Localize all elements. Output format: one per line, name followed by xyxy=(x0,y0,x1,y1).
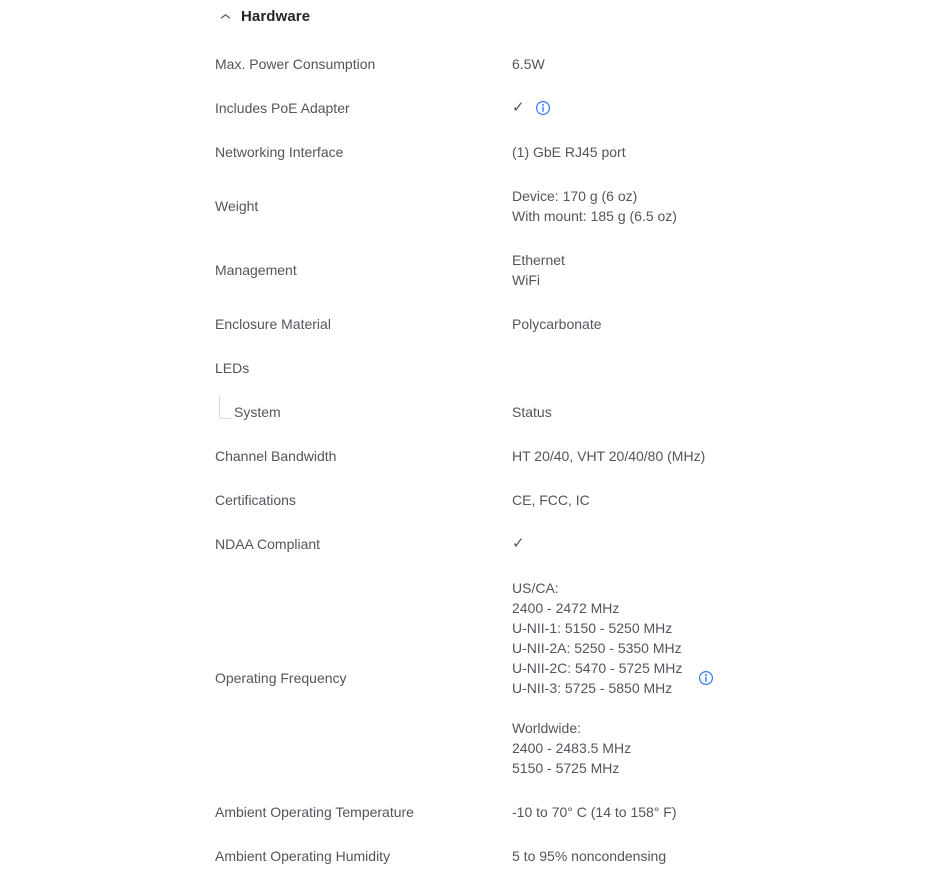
spec-label xyxy=(215,534,512,554)
spec-label xyxy=(215,668,512,688)
spec-row xyxy=(215,238,936,302)
spec-label-text: Weight xyxy=(215,198,259,214)
spec-value-line: U-NII-1: 5150 - 5250 MHz xyxy=(512,620,673,636)
spec-row xyxy=(215,834,936,878)
spec-label xyxy=(215,260,512,280)
spec-value xyxy=(512,490,936,510)
spec-row xyxy=(215,130,936,174)
spec-label-text: LEDs xyxy=(215,360,250,376)
spec-value xyxy=(512,250,936,290)
spec-value-line: U-NII-2C: 5470 - 5725 MHz xyxy=(512,660,683,676)
spec-row xyxy=(215,302,936,346)
spec-label xyxy=(215,54,512,74)
spec-label-text: Management xyxy=(215,262,297,278)
spec-table xyxy=(215,42,936,878)
spec-row xyxy=(215,434,936,478)
spec-label-text: Channel Bandwidth xyxy=(215,448,337,464)
spec-value-line: Ethernet xyxy=(512,252,565,268)
spec-label-text: Operating Frequency xyxy=(215,670,347,686)
spec-label-text: Networking Interface xyxy=(215,144,344,160)
spec-label xyxy=(215,802,512,822)
spec-value-line: U-NII-3: 5725 - 5850 MHz xyxy=(512,680,673,696)
spec-label-text: NDAA Compliant xyxy=(215,536,321,552)
spec-label-text: Certifications xyxy=(215,492,296,508)
spec-value xyxy=(512,578,936,778)
spec-value-line: 6.5W xyxy=(512,56,545,72)
spec-value-line: Device: 170 g (6 oz) xyxy=(512,188,638,204)
spec-value-lines xyxy=(512,314,602,334)
spec-value-line: WiFi xyxy=(512,272,540,288)
spec-row xyxy=(215,522,936,566)
spec-label-text: Enclosure Material xyxy=(215,316,331,332)
spec-row xyxy=(215,42,936,86)
spec-row xyxy=(215,174,936,238)
spec-label-text: Includes PoE Adapter xyxy=(215,100,350,116)
check-icon: ✓ xyxy=(512,535,525,552)
spec-value-line: Worldwide: xyxy=(512,720,581,736)
spec-value-lines xyxy=(512,802,677,822)
spec-value-line: (1) GbE RJ45 port xyxy=(512,144,626,160)
spec-label-text: Max. Power Consumption xyxy=(215,56,376,72)
spec-row xyxy=(215,390,936,434)
spec-label xyxy=(215,196,512,216)
spec-value-lines xyxy=(512,186,677,226)
spec-value xyxy=(512,534,936,554)
section-header-hardware[interactable] xyxy=(215,6,936,26)
spec-row xyxy=(215,790,936,834)
section-title: Hardware xyxy=(241,7,311,25)
spec-value xyxy=(512,142,936,162)
spec-value-lines xyxy=(512,846,666,866)
spec-value xyxy=(512,186,936,226)
spec-value-line: HT 20/40, VHT 20/40/80 (MHz) xyxy=(512,448,706,464)
spec-row xyxy=(215,566,936,790)
spec-value-line: U-NII-2A: 5250 - 5350 MHz xyxy=(512,640,682,656)
spec-value xyxy=(512,98,936,118)
spec-value-line: -10 to 70° C (14 to 158° F) xyxy=(512,804,677,820)
check-icon: ✓ xyxy=(512,99,525,116)
spec-label xyxy=(215,142,512,162)
spec-label-text: Ambient Operating Temperature xyxy=(215,804,414,820)
spec-label xyxy=(215,98,512,118)
spec-value xyxy=(512,54,936,74)
spec-value-line: Polycarbonate xyxy=(512,316,602,332)
chevron-up-icon[interactable] xyxy=(219,10,231,22)
spec-value-line: Status xyxy=(512,404,552,420)
spec-row xyxy=(215,478,936,522)
spec-value-lines xyxy=(512,250,565,290)
spec-value xyxy=(512,846,936,866)
spec-row xyxy=(215,346,936,390)
spec-value xyxy=(512,802,936,822)
spec-label xyxy=(215,314,512,334)
spec-value-line: CE, FCC, IC xyxy=(512,492,590,508)
spec-value-lines xyxy=(512,578,682,778)
spec-value xyxy=(512,314,936,334)
info-icon[interactable] xyxy=(698,670,714,686)
spec-value-line: 5150 - 5725 MHz xyxy=(512,760,620,776)
spec-label xyxy=(215,358,512,378)
spec-value-lines xyxy=(512,490,590,510)
spec-value-lines xyxy=(512,402,552,422)
spec-value-lines xyxy=(512,446,705,466)
spec-label xyxy=(215,402,512,422)
spec-label xyxy=(215,846,512,866)
spec-value-line: 5 to 95% noncondensing xyxy=(512,848,667,864)
tree-connector-icon xyxy=(219,395,232,419)
spec-label-text: System xyxy=(234,404,281,420)
spec-value-line: 2400 - 2483.5 MHz xyxy=(512,740,632,756)
spec-label xyxy=(215,446,512,466)
spec-label xyxy=(215,490,512,510)
spec-value xyxy=(512,402,936,422)
spec-value-lines xyxy=(512,142,626,162)
spec-value-line xyxy=(512,698,682,718)
spec-value-line: 2400 - 2472 MHz xyxy=(512,600,620,616)
spec-value-line: US/CA: xyxy=(512,580,559,596)
spec-value xyxy=(512,446,936,466)
info-icon[interactable] xyxy=(535,100,551,116)
spec-value-lines xyxy=(512,54,545,74)
spec-row xyxy=(215,86,936,130)
spec-value-line: With mount: 185 g (6.5 oz) xyxy=(512,208,677,224)
spec-label-text: Ambient Operating Humidity xyxy=(215,848,391,864)
